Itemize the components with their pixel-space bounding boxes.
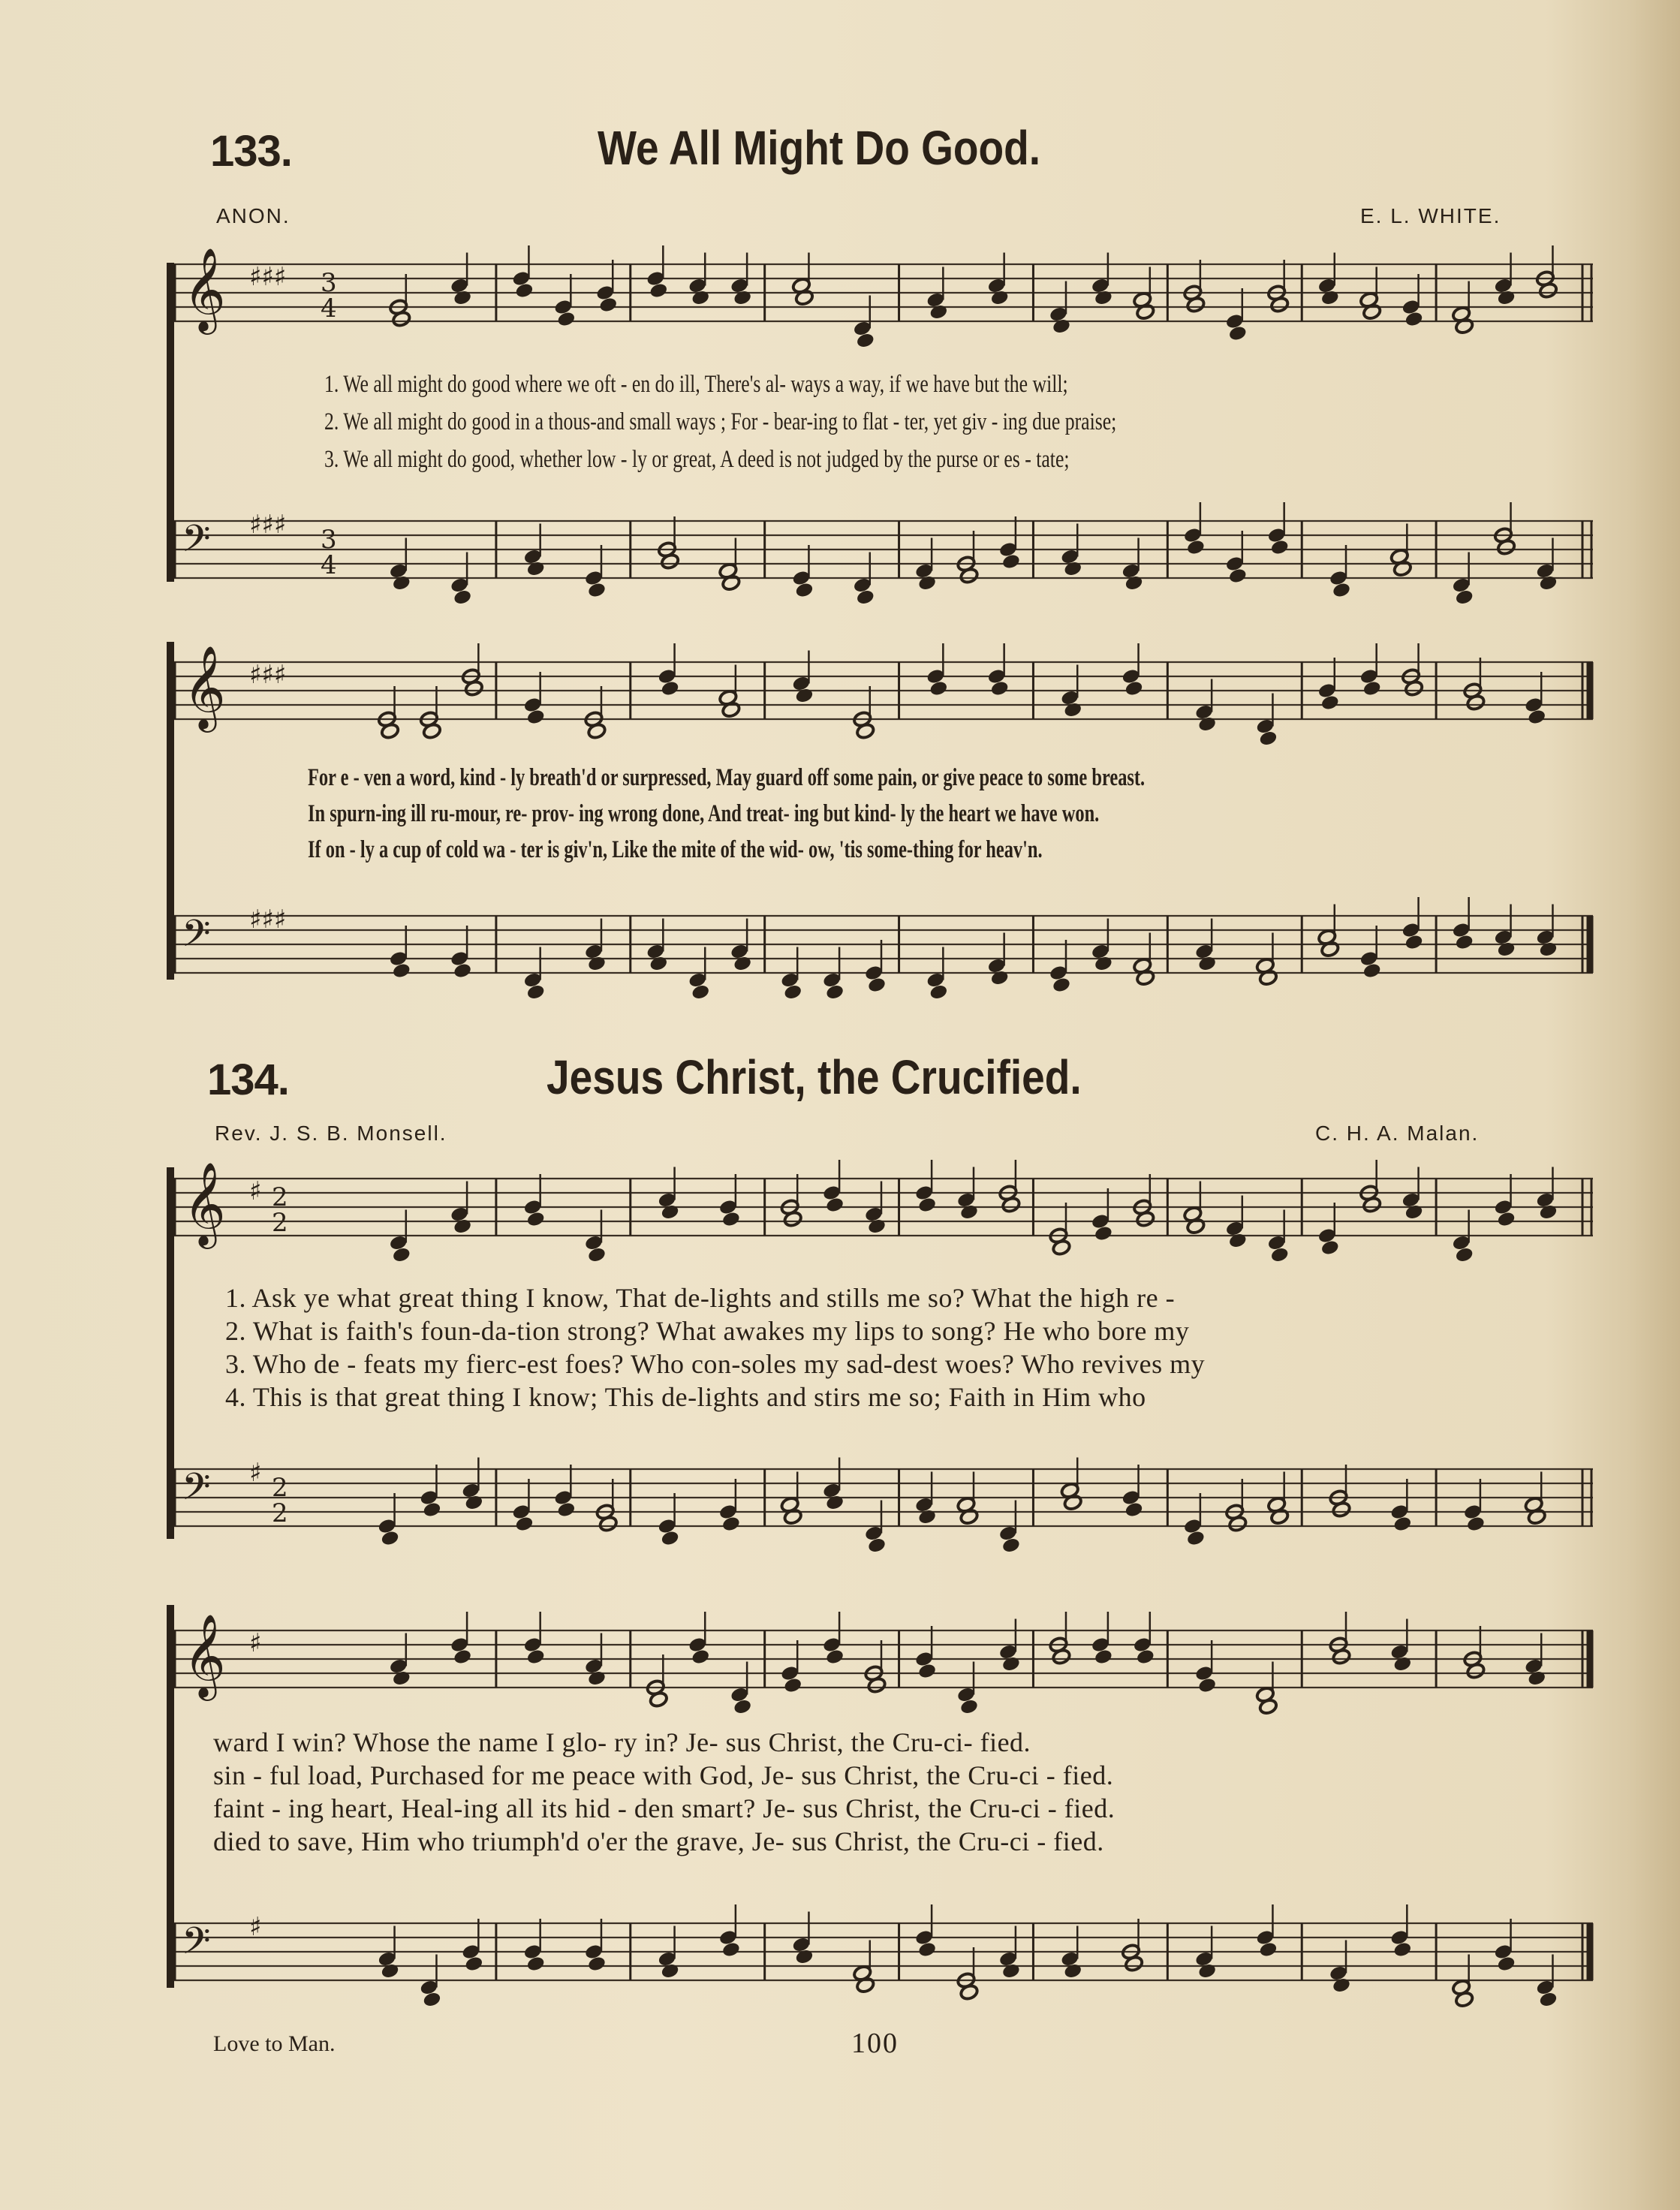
bass-staff-134-2: [174, 1912, 1593, 1982]
hymn-133-verse-2-line-1: 2. We all might do good in a thous-and small ways ; For - bear-ing to flat - ter, yet giv - ing due praise;: [324, 408, 1117, 435]
hymn-133-verse-3-line-1: 3. We all might do good, whether low - ly or great, A deed is not judged by the purse or es - tate;: [324, 446, 1070, 473]
bass-staff-133-2: [174, 905, 1593, 974]
bass-clef-icon: 𝄢: [182, 1465, 211, 1518]
time-sig-bottom: 2: [272, 1498, 288, 1528]
svg-text:♯: ♯: [249, 1176, 262, 1206]
hymn-133-author: ANON.: [216, 204, 291, 227]
time-sig-top: 2: [272, 1182, 288, 1212]
svg-text:♯: ♯: [249, 1458, 262, 1488]
svg-text:♯: ♯: [249, 1912, 262, 1942]
hymn-134-composer: C. H. A. Malan.: [1315, 1122, 1480, 1145]
bass-clef-icon: 𝄢: [182, 912, 211, 965]
system-brace: [167, 1605, 174, 1988]
bass-clef-icon: 𝄢: [182, 1919, 211, 1972]
system-brace: [167, 642, 174, 980]
hymn-133-verse-3-line-2: If on - ly a cup of cold wa - ter is giv'n, Like the mite of the wid- ow, 'tis some-thing for heav'n.: [308, 836, 1043, 863]
time-sig-top: 3: [321, 525, 337, 555]
svg-text:♯: ♯: [249, 1628, 262, 1658]
hymn-134-verse-1-line-2: ward I win? Whose the name I glo- ry in? Je- sus Christ, the Cru-ci- fied.: [213, 1727, 1031, 1757]
treble-clef-icon: 𝄞: [183, 1161, 226, 1245]
hymn-134-verse-2-line-2: sin - ful load, Purchased for me peace with God, Je- sus Christ, the Cru-ci - fied.: [213, 1760, 1114, 1790]
hymn-134-verse-4-line-2: died to save, Him who triumph'd o'er the grave, Je- sus Christ, the Cru-ci - fied.: [213, 1826, 1104, 1856]
system-brace: [167, 1167, 174, 1539]
hymn-134-title: Jesus Christ, the Crucified.: [546, 1050, 1082, 1104]
hymn-133-number: 133.: [210, 127, 292, 176]
svg-text:♯♯♯: ♯♯♯: [249, 510, 287, 540]
hymn-134-verse-4-line-1: 4. This is that great thing I know; This de-lights and stirs me so; Faith in Him who: [225, 1382, 1146, 1412]
svg-text:♯♯♯: ♯♯♯: [249, 262, 287, 292]
system-brace: [167, 263, 174, 582]
hymn-134-verse-1-line-1: 1. Ask ye what great thing I know, That de-lights and stills me so? What the high re -: [225, 1283, 1176, 1313]
bass-staff-134-1: [174, 1458, 1593, 1528]
time-sig-bottom: 4: [321, 294, 337, 324]
hymn-133-composer: E. L. WHITE.: [1360, 204, 1501, 227]
hymn-134-verse-3-line-1: 3. Who de - feats my fierc-est foes? Who con-soles my sad-dest woes? Who revives my: [225, 1349, 1206, 1379]
time-sig-bottom: 2: [272, 1208, 288, 1238]
hymn-134-number: 134.: [207, 1055, 289, 1104]
hymn-133-verse-2-line-2: In spurn-ing ill ru-mour, re- prov- ing wrong done, And treat- ing but kind- ly the heart we have won.: [308, 800, 1100, 827]
bass-staff-133-1: [174, 510, 1593, 580]
footer-topic: Love to Man.: [213, 2031, 336, 2056]
time-sig-bottom: 4: [321, 550, 337, 580]
treble-staff-133-2: [174, 645, 1593, 729]
time-sig-top: 2: [272, 1473, 288, 1503]
bass-clef-icon: 𝄢: [182, 517, 211, 570]
hymn-133-verse-1-line-2: For e - ven a word, kind - ly breath'd or surpressed, May guard off some pain, or give peace to some breast.: [308, 764, 1146, 791]
treble-clef-icon: 𝄞: [183, 645, 226, 729]
time-sig-top: 3: [321, 268, 337, 298]
treble-staff-134-2: [174, 1613, 1593, 1697]
hymn-134-verse-3-line-2: faint - ing heart, Heal-ing all its hid - den smart? Je- sus Christ, the Cru-ci - fied.: [213, 1793, 1115, 1823]
treble-staff-133-1: [174, 247, 1593, 331]
treble-staff-134-1: [174, 1161, 1593, 1245]
svg-text:♯♯♯: ♯♯♯: [249, 905, 287, 935]
hymn-134-author: Rev. J. S. B. Monsell.: [215, 1122, 447, 1145]
hymn-133-verse-1-line-1: 1. We all might do good where we oft - en do ill, There's al- ways a way, if we have but the will;: [324, 371, 1068, 398]
hymn-133-title: We All Might Do Good.: [598, 121, 1041, 175]
hymn-134-verse-2-line-1: 2. What is faith's foun-da-tion strong? What awakes my lips to song? He who bore my: [225, 1316, 1190, 1346]
page-number: 100: [851, 2028, 899, 2059]
treble-clef-icon: 𝄞: [183, 1613, 226, 1697]
treble-clef-icon: 𝄞: [183, 247, 226, 331]
svg-text:♯♯♯: ♯♯♯: [249, 660, 287, 690]
